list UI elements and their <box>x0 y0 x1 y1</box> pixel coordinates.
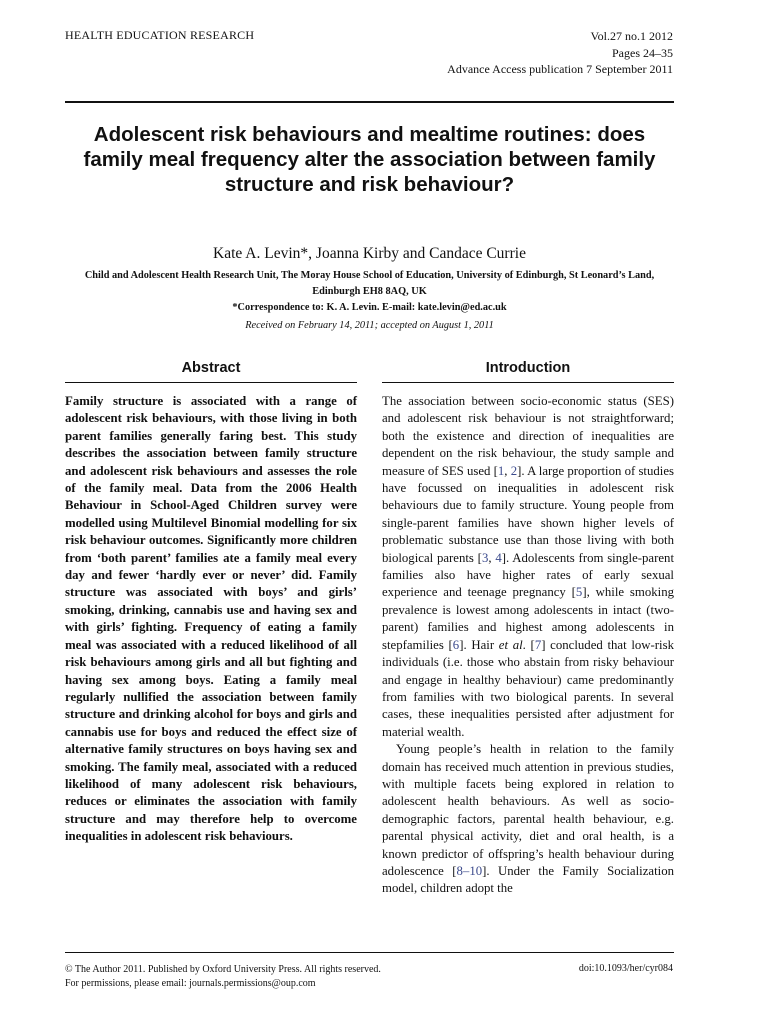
intro-text-run: Young people’s health in relation to the family domain has received much attention in previous studies, with multiple facets being explored in relation to adolescent health behaviours. As well as socio-demographic factors, parental health behaviour, e.g. parental physical activity, diet and oral health, is a known predictor of offspring’s health behaviour during adolescence [ <box>382 742 674 878</box>
citation-link[interactable]: 3 <box>481 550 489 565</box>
copyright-line: © The Author 2011. Published by Oxford University Press. All rights reserved. <box>65 964 381 975</box>
introduction-column <box>382 360 674 898</box>
intro-text-run: , <box>504 463 511 478</box>
intro-paragraph-2 <box>382 741 674 898</box>
intro-text-run: . [ <box>522 637 535 652</box>
correspondence: *Correspondence to: K. A. Levin. E-mail: kate.levin@ed.ac.uk <box>232 302 507 313</box>
footer-divider <box>65 952 674 953</box>
author-list: Kate A. Levin*, Joanna Kirby and Candace Currie <box>213 245 526 262</box>
received-dates: Received on February 14, 2011; accepted on August 1, 2011 <box>245 320 494 331</box>
citation-link[interactable]: 8–10 <box>456 863 483 878</box>
issue-info <box>447 28 673 78</box>
intro-text-run: ] concluded that low-risk individuals (i.e. those who abstain from risky behaviour and engage in healthy behaviour) came predominantly from families with two biological parents. In several cases, these inequalities persisted after adjustment for material wealth. <box>382 637 674 739</box>
citation-link[interactable]: 6 <box>452 637 460 652</box>
citation-link[interactable]: 7 <box>534 637 542 652</box>
citation-link[interactable]: 1 <box>497 463 505 478</box>
intro-text-run: The association between socio-economic status (SES) and adolescent risk behaviour is not straightforward; both the existence and direction of inequalities are dependent on the risk behaviour, the study sample and measure of SES used [ <box>382 394 674 478</box>
intro-text-run: ]. A large proportion of studies have focussed on inequalities in adolescent risk behaviours due to family structure. Young people from single-parent families have shown higher levels of problematic substance use than those living with both biological parents [ <box>382 463 674 565</box>
introduction-heading: Introduction <box>382 360 674 383</box>
footer-copyright <box>65 963 381 990</box>
header-divider <box>65 101 674 103</box>
citation-link[interactable]: 4 <box>495 550 502 565</box>
intro-paragraph-1 <box>382 393 674 741</box>
abstract-column <box>65 360 357 846</box>
permissions-line: For permissions, please email: journals.permissions@oup.com <box>65 977 316 989</box>
intro-italic-run: et al <box>498 637 523 652</box>
affiliation: Child and Adolescent Health Research Unit, The Moray House School of Education, University of Edinburgh, St Leonard’s Land, Edinburgh EH8 8AQ, UK <box>84 270 655 297</box>
intro-text-run: , <box>488 550 496 565</box>
journal-name: HEALTH EDUCATION RESEARCH <box>65 28 255 42</box>
doi-label: doi:10.1093/her/cyr084 <box>578 963 673 974</box>
article-title: Adolescent risk behaviours and mealtime routines: does family meal frequency alter the association between family structure and risk behaviour? <box>83 123 656 196</box>
volume-label: Vol.27 no.1 2012 <box>590 29 673 43</box>
abstract-text: Family structure is associated with a range of adolescent risk behaviours, with those living in both parent families generally faring best. This study describes the association between family structure and adolescent risk behaviours and assesses the role of the family meal. Data from the 2006 Health Behaviour in School-Aged Children survey were modelled using Multilevel Binomial modelling for six risk behaviour outcomes. Significantly more children from ‘both parent’ families ate a family meal every day and fewer ‘hardly ever or never’ did. Family structure was associated with boys’ and girls’ smoking, drinking, cannabis use and having sex and with girls’ fighting. Frequency of eating a family meal was associated with a reduced likelihood of all risk behaviours among girls and all but fighting and having sex among boys. Eating a family meal regularly nullified the association between family structure and drinking alcohol for boys and girls and cannabis use for boys and reduced the effect size of alternative family structures on boys having sex and smoking. The family meal, associated with a reduced likelihood of many adolescent risk behaviours, reduces or eliminates the association with family structure and may therefore help to overcome inequalities in adolescent risk behaviours. <box>65 394 357 844</box>
abstract-heading: Abstract <box>65 360 357 383</box>
citation-link[interactable]: 5 <box>575 585 583 600</box>
intro-text-run: ], while smoking prevalence is lowest among adolescents in intact (two-parent) families and highest among adolescents in stepfamilies [ <box>382 585 675 652</box>
pages-label: Pages 24–35 <box>612 45 673 60</box>
intro-text-run: ]. Adolescents from single-parent families also have higher rates of early sexual experience and teenage pregnancy [ <box>382 550 674 600</box>
advance-access-label: Advance Access publication 7 September 2011 <box>447 62 673 76</box>
citation-link[interactable]: 2 <box>510 463 518 478</box>
intro-text-run: ]. Under the Family Socialization model, children adopt the <box>382 863 674 896</box>
intro-text-run: ]. Hair <box>459 637 499 652</box>
